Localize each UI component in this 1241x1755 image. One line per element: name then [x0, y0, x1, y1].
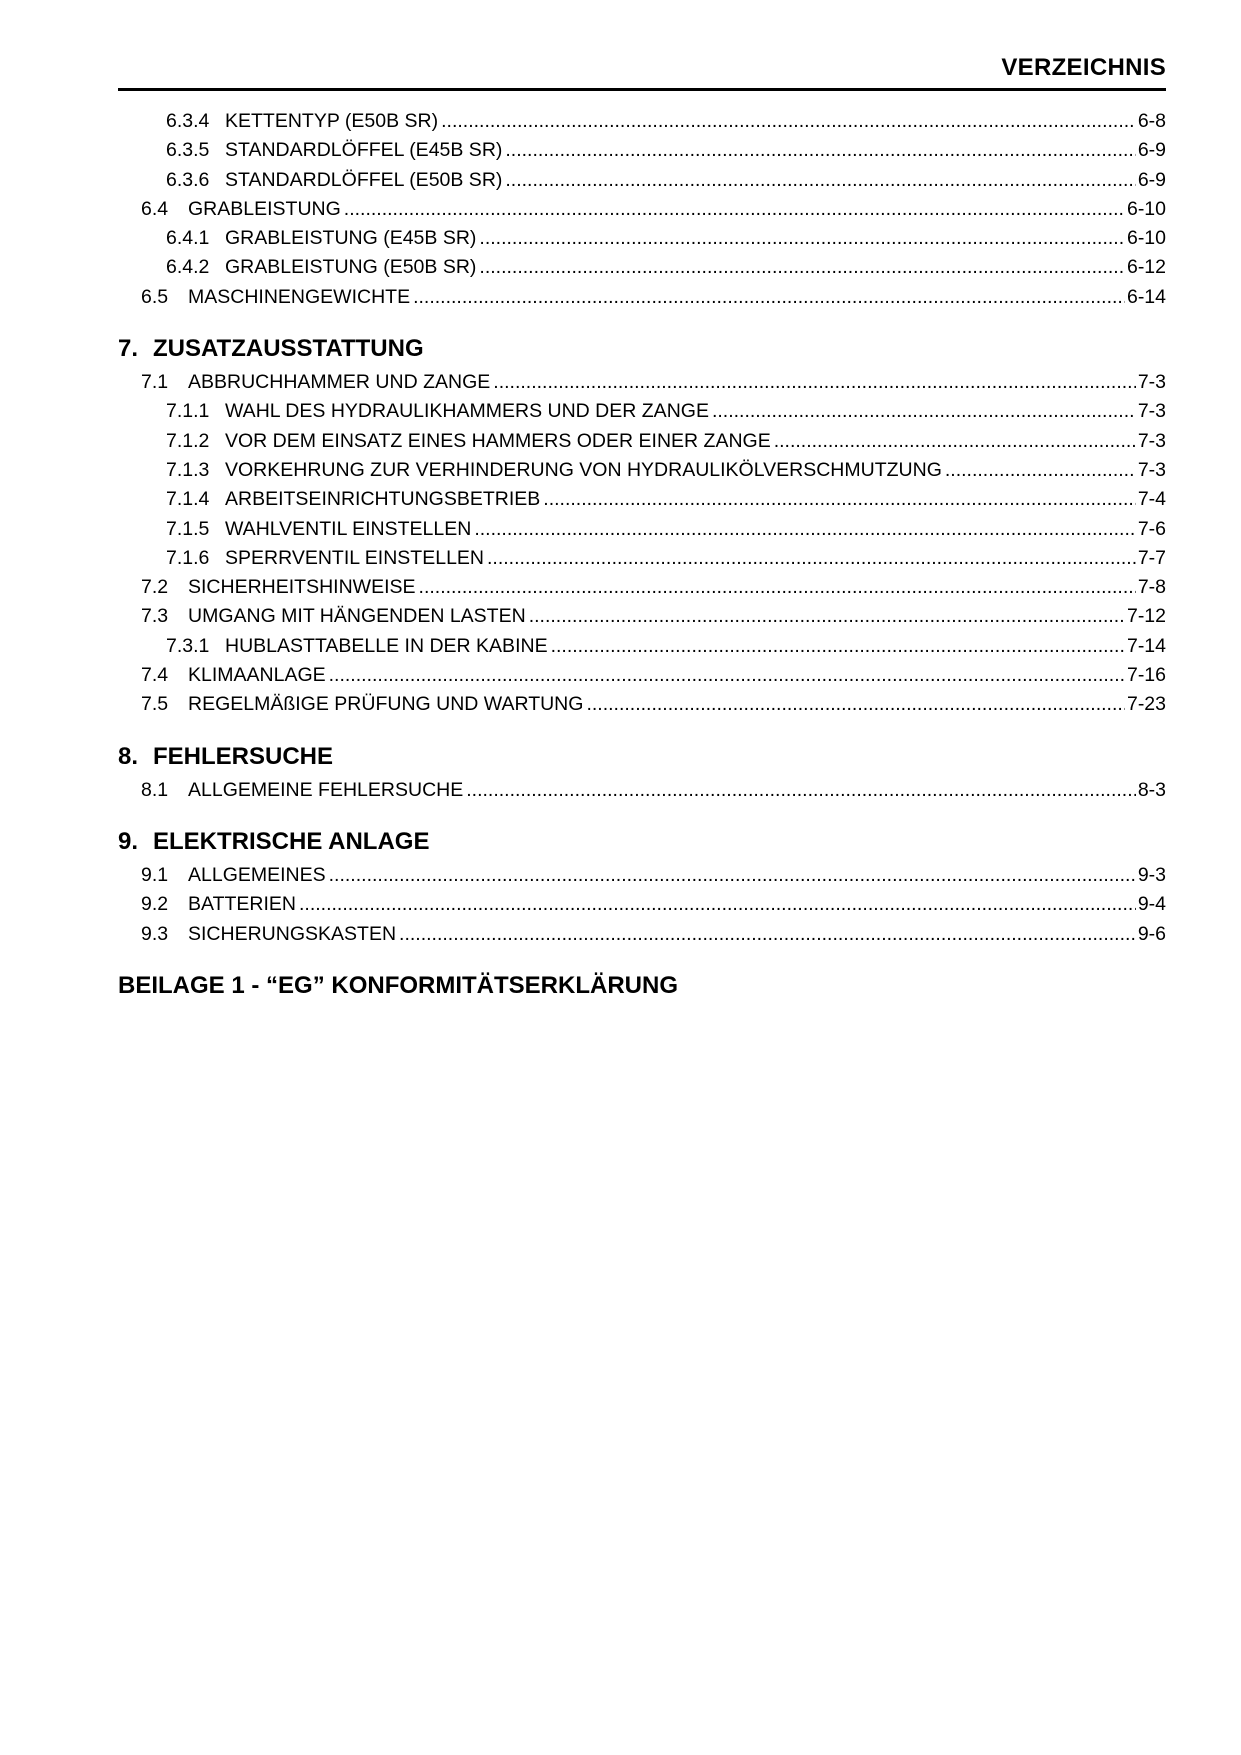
toc-entry-number: 6.4.1 [166, 227, 210, 250]
toc-entry-list [118, 107, 1166, 312]
toc-entry-title: WAHLVENTIL EINSTELLEN [225, 517, 472, 540]
toc-entry-number: 7.3 [141, 605, 169, 628]
header-title: VERZEICHNIS [1001, 54, 1166, 81]
dot-leader [344, 195, 1125, 224]
toc-entry-title: KETTENTYP (E50B SR) [225, 110, 439, 132]
toc-entry-page: 9-6 [1137, 922, 1166, 945]
toc-entry[interactable] [118, 690, 1166, 719]
toc-entry-number: 6.3.6 [166, 168, 210, 191]
toc-entry-number: 9.3 [141, 922, 169, 945]
toc-entry-page: 6-8 [1137, 110, 1166, 132]
toc-entry-number: 7.3.1 [166, 634, 210, 657]
toc-entry-number: 9.1 [141, 863, 169, 886]
toc-entry-list [118, 776, 1166, 805]
toc-entry[interactable] [118, 544, 1166, 573]
toc-entry-page: 7-3 [1137, 429, 1166, 452]
dot-leader [487, 544, 1136, 573]
dot-leader [529, 602, 1125, 631]
table-of-contents [118, 106, 1166, 1004]
toc-entry-page: 7-3 [1137, 371, 1166, 394]
toc-entry-title: GRABLEISTUNG (E45B SR) [225, 227, 477, 250]
toc-entry-title: GRABLEISTUNG [188, 197, 341, 220]
toc-entry-title: ALLGEMEINE FEHLERSUCHE [188, 778, 464, 801]
toc-entry-title: MASCHINENGEWICHTE [188, 285, 411, 308]
toc-entry-number: 9.2 [141, 893, 169, 916]
toc-chapters [118, 331, 1166, 949]
toc-entry[interactable] [118, 776, 1166, 805]
toc-entry-page: 6-14 [1126, 285, 1166, 308]
appendix-heading[interactable]: BEILAGE 1 - “EG” KONFORMITÄTSERKLÄRUNG [118, 971, 679, 999]
dot-leader [329, 861, 1136, 890]
dot-leader [543, 485, 1136, 514]
toc-entry-number: 7.1.4 [166, 488, 210, 511]
toc-entry[interactable] [118, 485, 1166, 514]
toc-entry-number: 7.1.1 [166, 400, 210, 423]
toc-entry-number: 8.1 [141, 778, 169, 801]
chapter-heading[interactable] [118, 331, 1166, 367]
toc-entry-title: ALLGEMEINES [188, 863, 326, 886]
chapter-heading[interactable] [118, 739, 1166, 775]
toc-entry[interactable] [118, 661, 1166, 690]
toc-entry-number: 7.1 [141, 371, 169, 394]
toc-entry-title: SPERRVENTIL EINSTELLEN [225, 546, 485, 569]
toc-entry-title: GRABLEISTUNG (E50B SR) [225, 256, 477, 279]
toc-entry-page: 7-14 [1126, 634, 1166, 657]
toc-entry-list [118, 368, 1166, 720]
toc-entry-title: UMGANG MIT HÄNGENDEN LASTEN [188, 605, 526, 628]
toc-entry[interactable] [118, 368, 1166, 397]
toc-entry[interactable] [118, 166, 1166, 195]
toc-entry-title: STANDARDLÖFFEL (E50B SR) [225, 168, 503, 191]
toc-entry-title: ARBEITSEINRICHTUNGSBETRIEB [225, 488, 541, 511]
toc-entry[interactable] [118, 224, 1166, 253]
toc-entry-title: ABBRUCHHAMMER UND ZANGE [188, 371, 491, 394]
toc-entry[interactable] [118, 195, 1166, 224]
chapter-title: FEHLERSUCHE [153, 742, 334, 770]
toc-entry[interactable] [118, 283, 1166, 312]
dot-leader [399, 920, 1136, 949]
dot-leader [945, 456, 1136, 485]
chapter-title: ZUSATZAUSSTATTUNG [153, 335, 424, 363]
dot-leader [329, 661, 1125, 690]
toc-entry-title: SICHERHEITSHINWEISE [188, 576, 416, 599]
page-header [118, 50, 1166, 91]
toc-entry-number: 7.1.6 [166, 546, 210, 569]
toc-entry-page: 7-3 [1137, 458, 1166, 481]
toc-entry-title: VOR DEM EINSATZ EINES HAMMERS ODER EINER ZANGE [225, 429, 771, 452]
dot-leader [466, 776, 1136, 805]
toc-chapter-section [118, 824, 1166, 949]
dot-leader [505, 136, 1135, 165]
toc-entry-number: 7.1.5 [166, 517, 210, 540]
dot-leader [479, 253, 1125, 282]
chapter-number: 9. [118, 827, 139, 855]
toc-entry-number: 6.3.5 [166, 139, 210, 162]
toc-entry-number: 7.4 [141, 664, 169, 687]
toc-entry-list [118, 861, 1166, 949]
toc-entry[interactable] [118, 397, 1166, 426]
toc-entry-number: 7.5 [141, 693, 169, 716]
dot-leader [712, 397, 1136, 426]
dot-leader [419, 573, 1136, 602]
toc-entry-title: HUBLASTTABELLE IN DER KABINE [225, 634, 548, 657]
toc-entry-page: 7-12 [1126, 605, 1166, 628]
toc-entry-page: 7-6 [1137, 517, 1166, 540]
toc-entry[interactable] [118, 861, 1166, 890]
dot-leader [299, 890, 1136, 919]
toc-entry[interactable] [118, 456, 1166, 485]
toc-entry[interactable] [118, 136, 1166, 165]
toc-entry-page: 6-10 [1126, 227, 1166, 250]
toc-entry[interactable] [118, 920, 1166, 949]
dot-leader [493, 368, 1136, 397]
toc-entry[interactable] [118, 632, 1166, 661]
toc-entry-page: 9-4 [1137, 893, 1166, 916]
toc-entry[interactable] [118, 253, 1166, 282]
toc-entry-page: 7-23 [1126, 693, 1166, 716]
toc-entry-number: 6.4 [141, 197, 169, 220]
toc-entry-number: 7.1.2 [166, 429, 210, 452]
dot-leader [441, 107, 1136, 136]
dot-leader [551, 632, 1125, 661]
toc-entry-number: 6.5 [141, 285, 169, 308]
toc-entry-page: 6-10 [1126, 197, 1166, 220]
chapter-number: 7. [118, 335, 139, 363]
toc-chapter-section [118, 739, 1166, 805]
toc-entry-title: REGELMÄßIGE PRÜFUNG UND WARTUNG [188, 693, 584, 716]
dot-leader [505, 166, 1135, 195]
toc-entry[interactable] [118, 573, 1166, 602]
toc-entry-title: WAHL DES HYDRAULIKHAMMERS UND DER ZANGE [225, 400, 709, 423]
toc-entry-page: 6-12 [1126, 256, 1166, 279]
toc-entry-title: KLIMAANLAGE [188, 664, 326, 687]
dot-leader [774, 427, 1136, 456]
toc-entry-page: 7-7 [1137, 546, 1166, 569]
chapter-number: 8. [118, 742, 139, 770]
toc-entry[interactable] [118, 107, 1166, 136]
toc-entry-title: BATTERIEN [188, 893, 296, 916]
toc-entry-number: 6.3.4 [166, 110, 210, 132]
toc-entry[interactable] [118, 890, 1166, 919]
toc-entry-number: 6.4.2 [166, 256, 210, 279]
toc-entry-page: 7-3 [1137, 400, 1166, 423]
dot-leader [474, 515, 1135, 544]
chapter-title: ELEKTRISCHE ANLAGE [153, 827, 430, 855]
toc-entry[interactable] [118, 602, 1166, 631]
toc-chapter-section [118, 331, 1166, 720]
toc-entry-page: 6-9 [1137, 139, 1166, 162]
dot-leader [479, 224, 1125, 253]
toc-entry-number: 7.2 [141, 576, 169, 599]
toc-entry-page: 6-9 [1137, 168, 1166, 191]
toc-entry-page: 7-16 [1126, 664, 1166, 687]
toc-entry[interactable] [118, 515, 1166, 544]
dot-leader [586, 690, 1125, 719]
toc-entry-title: VORKEHRUNG ZUR VERHINDERUNG VON HYDRAULIKÖLVERSCHMUTZUNG [225, 458, 942, 481]
toc-entry-page: 7-8 [1137, 576, 1166, 599]
toc-entry-page: 9-3 [1137, 863, 1166, 886]
toc-entry-title: STANDARDLÖFFEL (E45B SR) [225, 139, 503, 162]
chapter-heading[interactable] [118, 824, 1166, 860]
toc-entry-number: 7.1.3 [166, 458, 210, 481]
toc-continued-section [118, 107, 1166, 312]
toc-entry-page: 8-3 [1137, 778, 1166, 801]
toc-entry[interactable] [118, 427, 1166, 456]
toc-entry-page: 7-4 [1137, 488, 1166, 511]
toc-entry-title: SICHERUNGSKASTEN [188, 922, 397, 945]
dot-leader [413, 283, 1125, 312]
